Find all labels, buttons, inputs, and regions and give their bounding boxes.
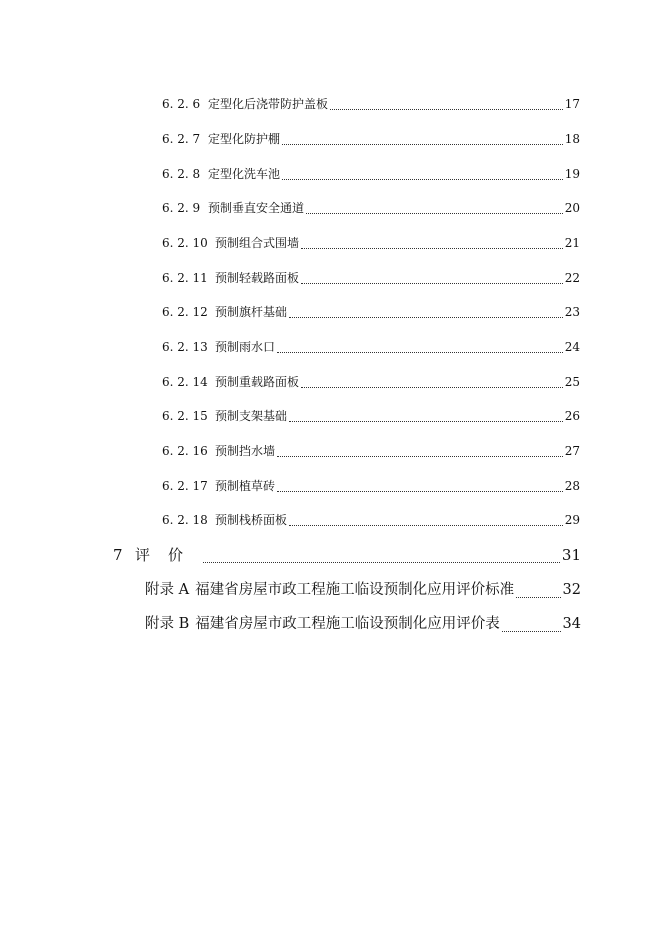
toc-entry-title: 定型化后浇带防护盖板 xyxy=(208,97,329,111)
toc-entry-title: 预制支架基础 xyxy=(215,409,288,423)
toc-entry-title: 定型化防护棚 xyxy=(208,132,281,146)
toc-entry-page: 19 xyxy=(564,167,580,181)
toc-entry-title: 定型化洗车池 xyxy=(208,167,281,181)
dot-leader xyxy=(502,631,561,632)
toc-entry-number: 6. 2. 12 xyxy=(162,305,208,319)
toc-entry[interactable] xyxy=(162,477,580,495)
toc-entry-number: 6. 2. 16 xyxy=(162,444,208,458)
toc-entry-number: 6. 2. 13 xyxy=(162,340,208,354)
dot-leader xyxy=(277,352,563,353)
toc-entry-title: 预制组合式围墙 xyxy=(215,236,300,250)
toc-entry-number: 6. 2. 14 xyxy=(162,375,208,389)
toc-appendix-entry[interactable] xyxy=(145,613,581,635)
toc-entry-page: 28 xyxy=(564,479,580,493)
toc-entry-title: 预制轻载路面板 xyxy=(215,271,300,285)
toc-chapter-number: 7 xyxy=(113,546,123,564)
dot-leader xyxy=(282,179,563,180)
toc-entry-title: 预制植草砖 xyxy=(215,479,276,493)
toc-entry[interactable] xyxy=(162,442,580,460)
dot-leader xyxy=(301,248,563,249)
toc-entry-title: 预制挡水墙 xyxy=(215,444,276,458)
toc-chapter-entry[interactable] xyxy=(113,544,581,566)
toc-appendix-title: 福建省房屋市政工程施工临设预制化应用评价表 xyxy=(195,616,500,632)
toc-chapter-title: 评价 xyxy=(135,546,202,564)
toc-entry-page: 24 xyxy=(564,340,580,354)
dot-leader xyxy=(289,525,563,526)
toc-chapter-page: 31 xyxy=(561,546,581,564)
toc-entry[interactable] xyxy=(162,165,580,183)
toc-entry-page: 23 xyxy=(564,305,580,319)
toc-entry-number: 6. 2. 18 xyxy=(162,513,208,527)
dot-leader xyxy=(301,283,563,284)
toc-entry-number: 6. 2. 9 xyxy=(162,201,201,215)
toc-entry-number: 6. 2. 8 xyxy=(162,167,201,181)
dot-leader xyxy=(282,144,563,145)
toc-entry-title: 预制重载路面板 xyxy=(215,375,300,389)
dot-leader xyxy=(330,109,563,110)
toc-appendix-page: 32 xyxy=(562,582,581,598)
toc-entry[interactable] xyxy=(162,234,580,252)
dot-leader xyxy=(301,387,563,388)
dot-leader xyxy=(277,456,563,457)
toc-entry-number: 6. 2. 10 xyxy=(162,236,208,250)
toc-appendix-page: 34 xyxy=(562,616,581,632)
toc-entry-page: 22 xyxy=(564,271,580,285)
toc-entry-number: 6. 2. 7 xyxy=(162,132,201,146)
dot-leader xyxy=(289,317,563,318)
toc-appendix-label: 附录 A xyxy=(145,582,190,598)
toc-entry-page: 21 xyxy=(564,236,580,250)
toc-entry-number: 6. 2. 6 xyxy=(162,97,201,111)
toc-entry-page: 17 xyxy=(564,97,580,111)
toc-entry-page: 29 xyxy=(564,513,580,527)
toc-entry[interactable] xyxy=(162,269,580,287)
toc-entry[interactable] xyxy=(162,199,580,217)
toc-entry[interactable] xyxy=(162,373,580,391)
dot-leader xyxy=(306,213,563,214)
dot-leader xyxy=(203,562,560,563)
dot-leader xyxy=(289,421,563,422)
dot-leader xyxy=(516,597,560,598)
toc-entry[interactable] xyxy=(162,303,580,321)
toc-appendix-label: 附录 B xyxy=(145,616,190,632)
toc-entry-page: 27 xyxy=(564,444,580,458)
toc-appendix-entry[interactable] xyxy=(145,579,581,601)
toc-entry-page: 20 xyxy=(564,201,580,215)
dot-leader xyxy=(277,491,563,492)
toc-entry-title: 预制旗杆基础 xyxy=(215,305,288,319)
toc-entry[interactable] xyxy=(162,130,580,148)
toc-entry-number: 6. 2. 15 xyxy=(162,409,208,423)
toc-entry-title: 预制雨水口 xyxy=(215,340,276,354)
toc-entry[interactable] xyxy=(162,511,580,529)
toc-entry-title: 预制垂直安全通道 xyxy=(208,201,305,215)
toc-entry[interactable] xyxy=(162,95,580,113)
toc-appendix-title: 福建省房屋市政工程施工临设预制化应用评价标准 xyxy=(195,582,515,598)
toc-entry-number: 6. 2. 11 xyxy=(162,271,208,285)
toc-entry-page: 18 xyxy=(564,132,580,146)
toc-entry-page: 26 xyxy=(564,409,580,423)
toc-entry-title: 预制栈桥面板 xyxy=(215,513,288,527)
toc-entry-number: 6. 2. 17 xyxy=(162,479,208,493)
toc-entry-page: 25 xyxy=(564,375,580,389)
toc-entry[interactable] xyxy=(162,407,580,425)
toc-entry[interactable] xyxy=(162,338,580,356)
